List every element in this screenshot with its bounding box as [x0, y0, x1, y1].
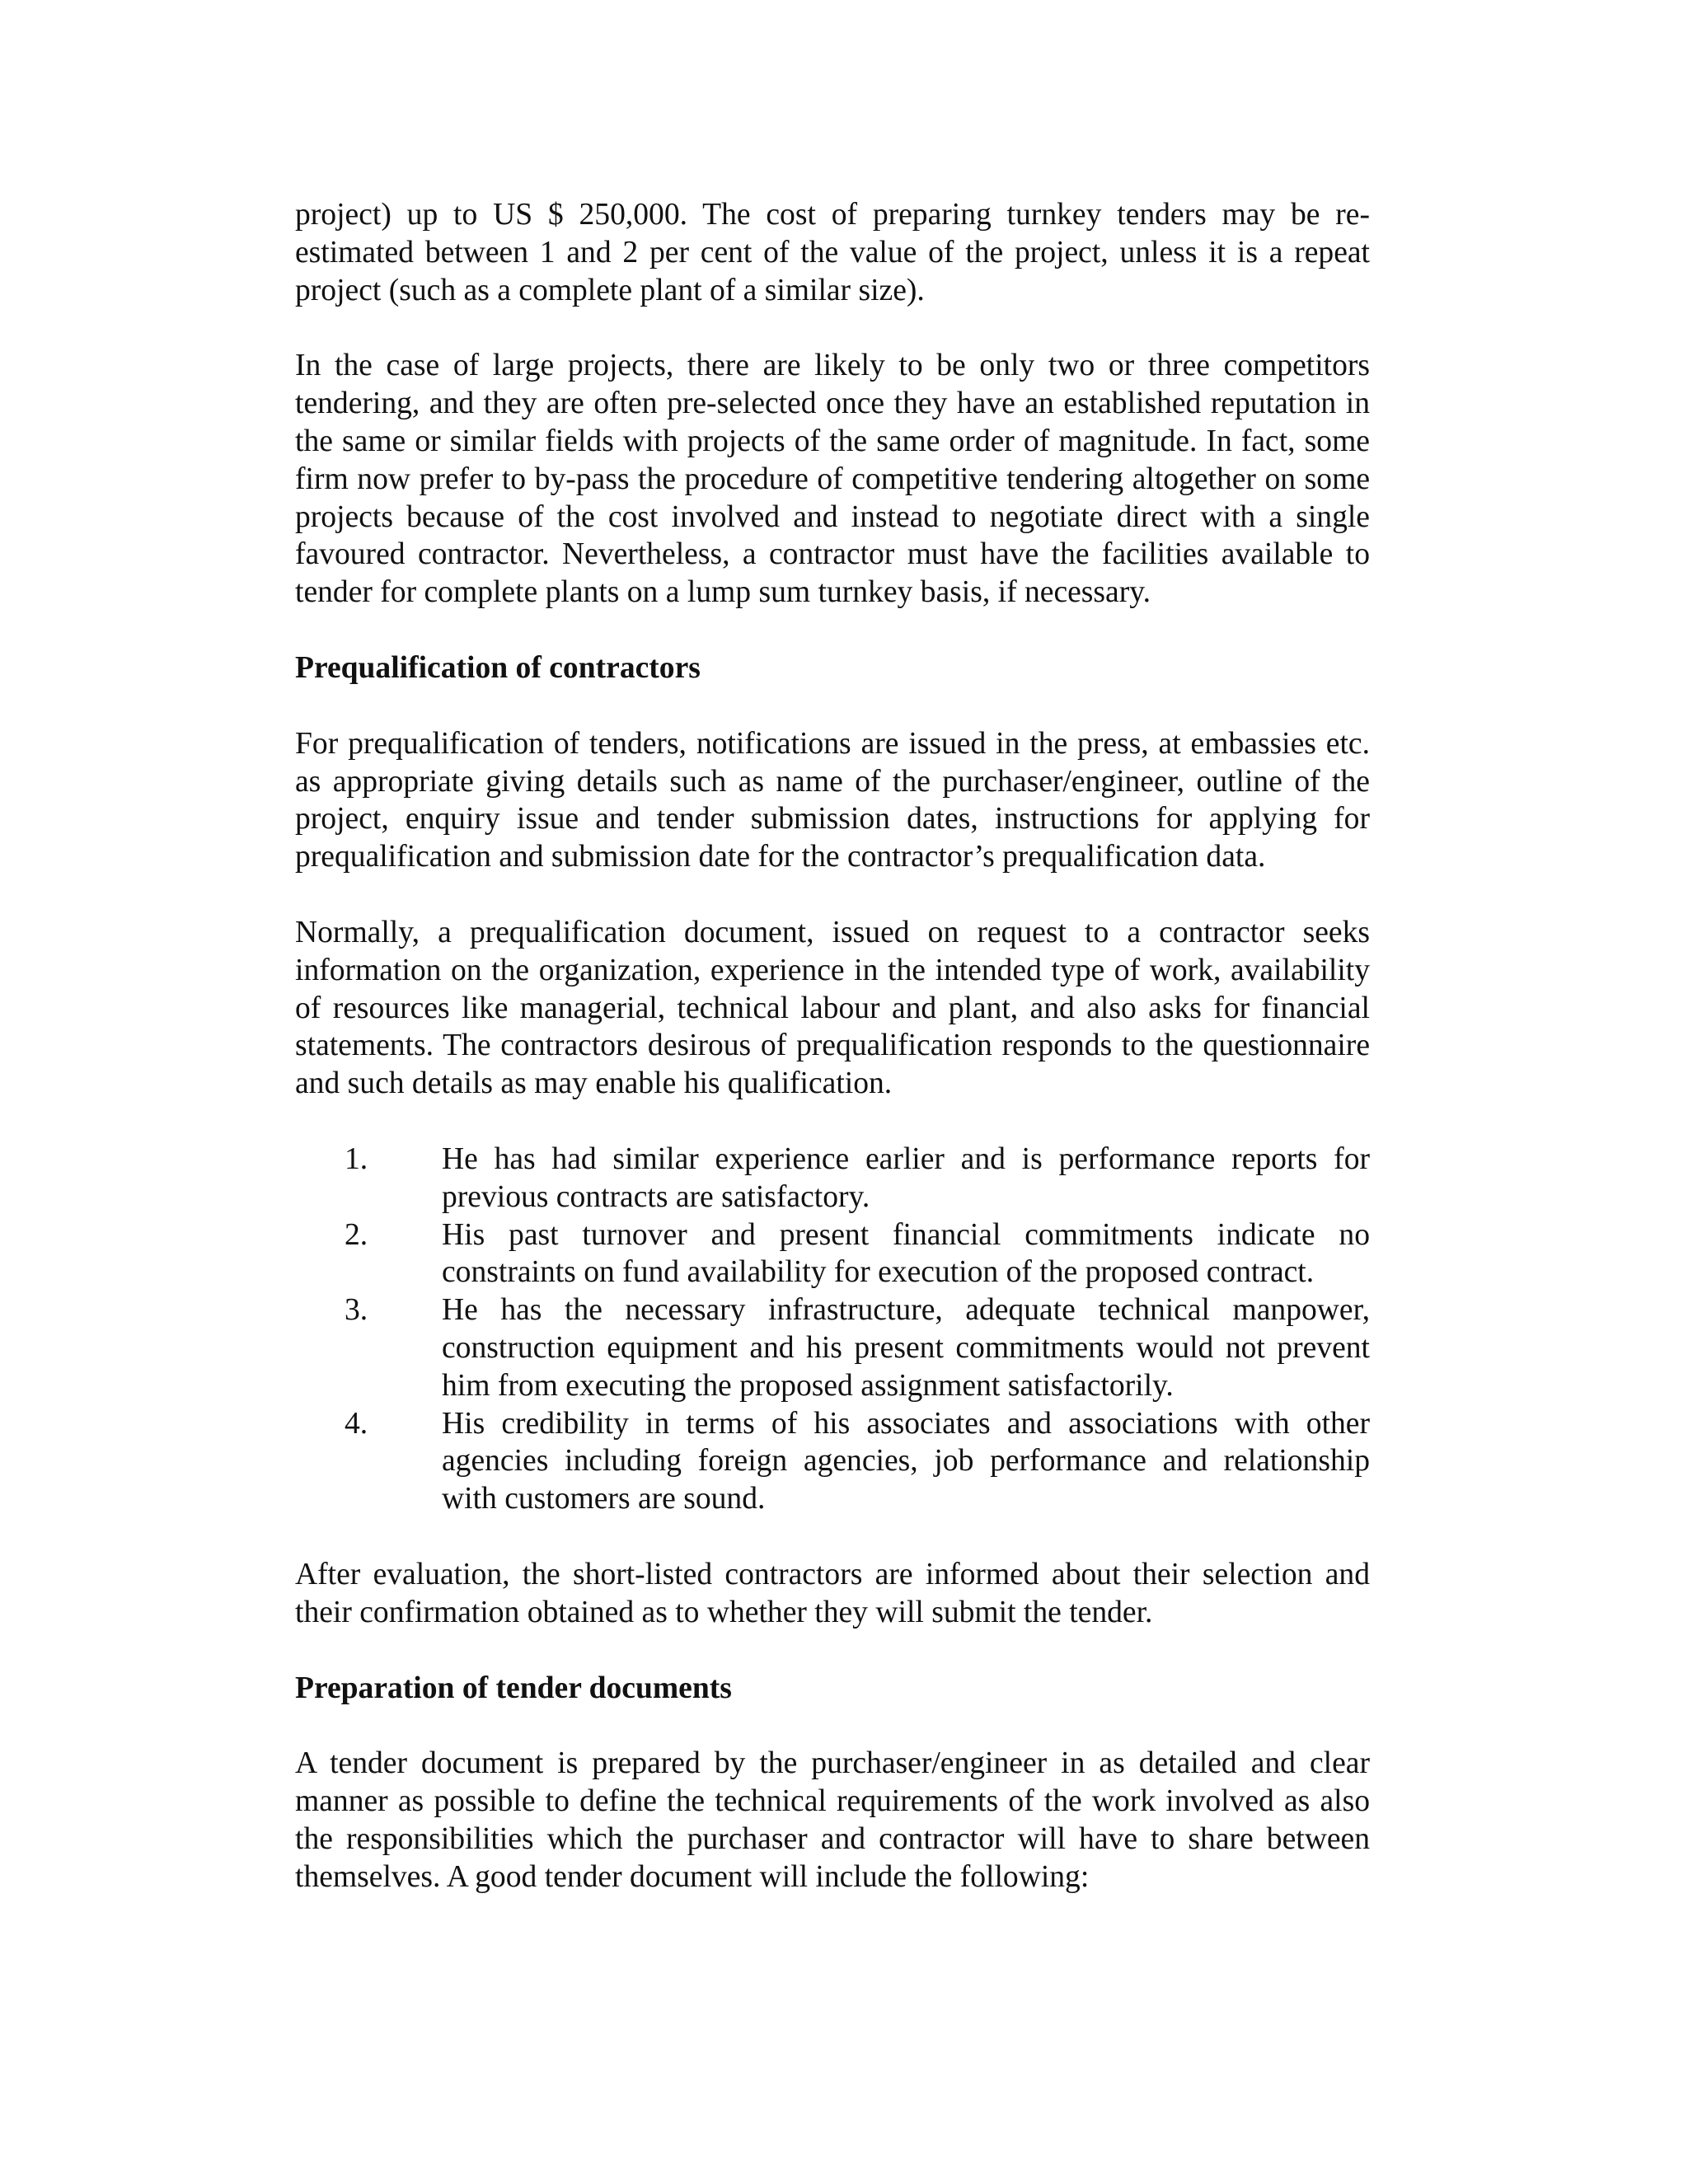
list-item — [295, 1141, 1370, 1216]
paragraph-prequalification-notifications: For prequalification of tenders, notifications are issued in the press, at embassies etc. as appropriate giving details such as name of the purchaser/engineer, outline of the project, enquiry issue and tender submission dates, instructions for applying for prequalification and submission date for the contractor’s prequalification data. — [295, 726, 1370, 874]
paragraph-after-evaluation: After evaluation, the short-listed contractors are informed about their selection and their confirmation obtained as to whether they will submit the tender. — [295, 1557, 1370, 1629]
list-item-number: 4. — [345, 1406, 368, 1441]
list-item-number: 2. — [345, 1217, 368, 1252]
list-item — [295, 1291, 1370, 1404]
paragraph-large-projects: In the case of large projects, there are likely to be only two or three competitors tendering, and they are often pre-selected once they have an established reputation in the same or similar fields with projects of the same order of magnitude. In fact, some firm now prefer to by-pass the procedure of competitive tendering altogether on some projects because of the cost involved and instead to negotiate direct with a single favoured contractor. Nevertheless, a contractor must have the facilities available to tender for complete plants on a lump sum turnkey basis, if necessary. — [295, 349, 1370, 610]
section-heading-tender-documents: Preparation of tender documents — [295, 1671, 732, 1705]
paragraph-prequalification-document: Normally, a prequalification document, issued on request to a contractor seeks information on the organization, experience in the intended type of work, availability of resources like managerial, technical labour and plant, and also asks for financial statements. The contractors desirous of prequalification responds to the questionnaire and such details as may enable his qualification. — [295, 915, 1370, 1101]
list-item-text: His credibility in terms of his associates and associations with other agencies including foreign agencies, job performance and relationship with customers are sound. — [442, 1406, 1370, 1516]
paragraph-tender-cost: project) up to US $ 250,000. The cost of preparing turnkey tenders may be re-estimated between 1 and 2 per cent of the value of the project, unless it is a repeat project (such as a complete plant of a similar size). — [295, 198, 1370, 307]
qualification-criteria-list — [295, 1141, 1370, 1518]
list-item-number: 1. — [345, 1141, 368, 1176]
list-item — [295, 1216, 1370, 1292]
list-item — [295, 1405, 1370, 1518]
document-page — [295, 196, 1370, 1933]
section-heading-prequalification: Prequalification of contractors — [295, 650, 701, 685]
list-item-text: His past turnover and present financial commitments indicate no constraints on fund availability for execution of the proposed contract. — [442, 1217, 1370, 1290]
list-item-text: He has the necessary infrastructure, adequate technical manpower, construction equipment and his present commitments would not prevent him from executing the proposed assignment satisfactorily. — [442, 1293, 1370, 1403]
paragraph-tender-document: A tender document is prepared by the purchaser/engineer in as detailed and clear manner as possible to define the technical requirements of the work involved as also the responsibilities which the purchaser and contractor will have to share between themselves. A good tender document will include the following: — [295, 1746, 1370, 1894]
list-item-text: He has had similar experience earlier and is performance reports for previous contracts are satisfactory. — [442, 1141, 1370, 1214]
list-item-number: 3. — [345, 1293, 368, 1328]
